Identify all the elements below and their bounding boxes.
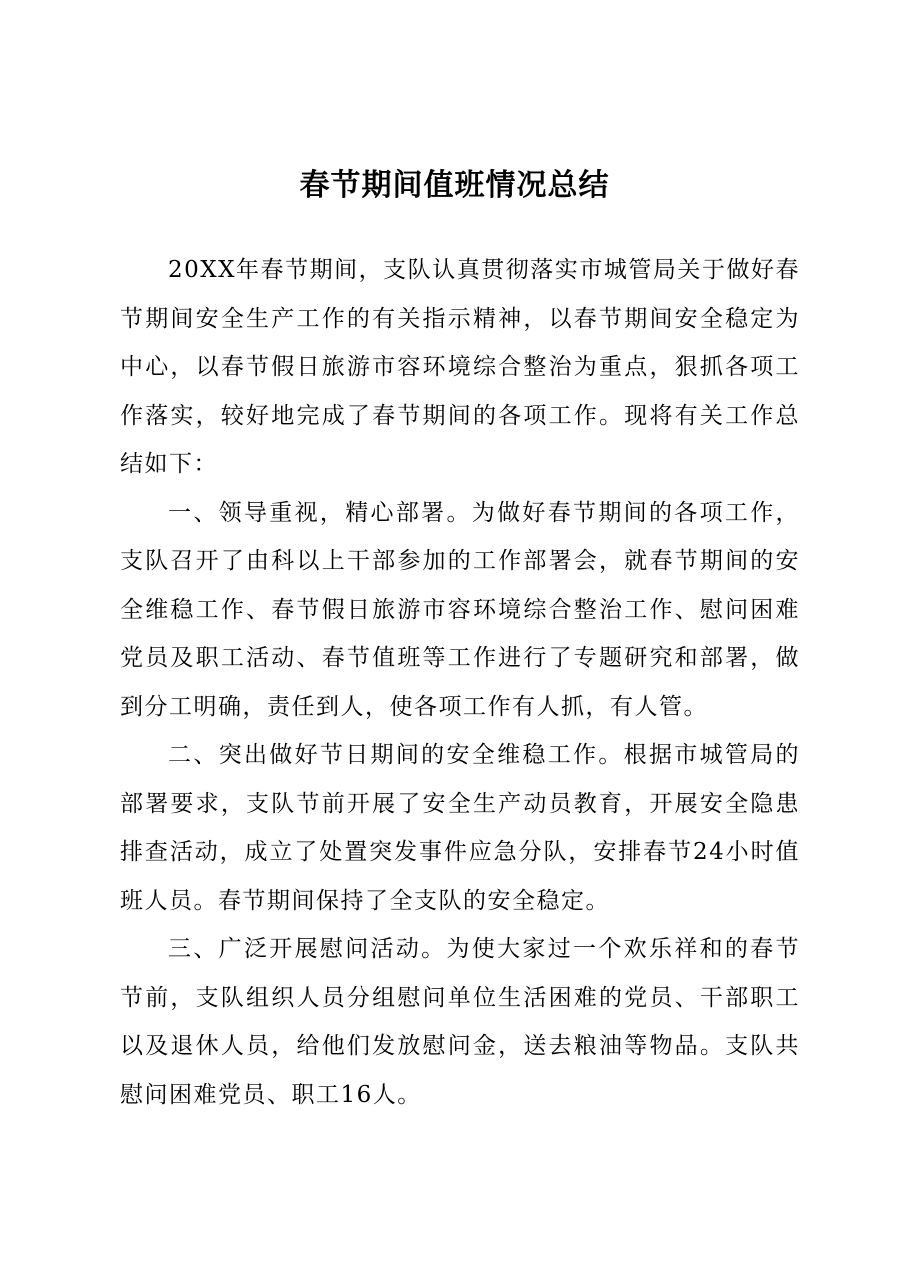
paragraph-section-1: 一、领导重视，精心部署。为做好春节期间的各项工作，支队召开了由科以上干部参加的工作部署会，就春节期间的安全维稳工作、春节假日旅游市容环境综合整治工作、慰问困难党员及职工活动、春节值班等工作进行了专题研究和部署，做到分工明确，责任到人，使各项工作有人抓，有人管。 [120, 499, 800, 720]
document-title: 春节期间值班情况总结 [299, 168, 610, 203]
paragraph-section-2: 二、突出做好节日期间的安全维稳工作。根据市城管局的部署要求，支队节前开展了安全生产动员教育，开展安全隐患排查活动，成立了处置突发事件应急分队，安排春节24小时值班人员。春节期间保持了全支队的安全稳定。 [120, 742, 800, 914]
paragraph-intro: 20XX年春节期间，支队认真贯彻落实市城管局关于做好春节期间安全生产工作的有关指示精神，以春节期间安全稳定为中心，以春节假日旅游市容环境综合整治为重点，狠抓各项工作落实，较好地完成了春节期间的各项工作。现将有关工作总结如下： [120, 257, 800, 477]
paragraph-section-3: 三、广泛开展慰问活动。为使大家过一个欢乐祥和的春节节前，支队组织人员分组慰问单位生活困难的党员、干部职工以及退休人员，给他们发放慰问金，送去粮油等物品。支队共慰问困难党员、职工16人。 [120, 936, 800, 1108]
document-body [120, 246, 800, 1119]
